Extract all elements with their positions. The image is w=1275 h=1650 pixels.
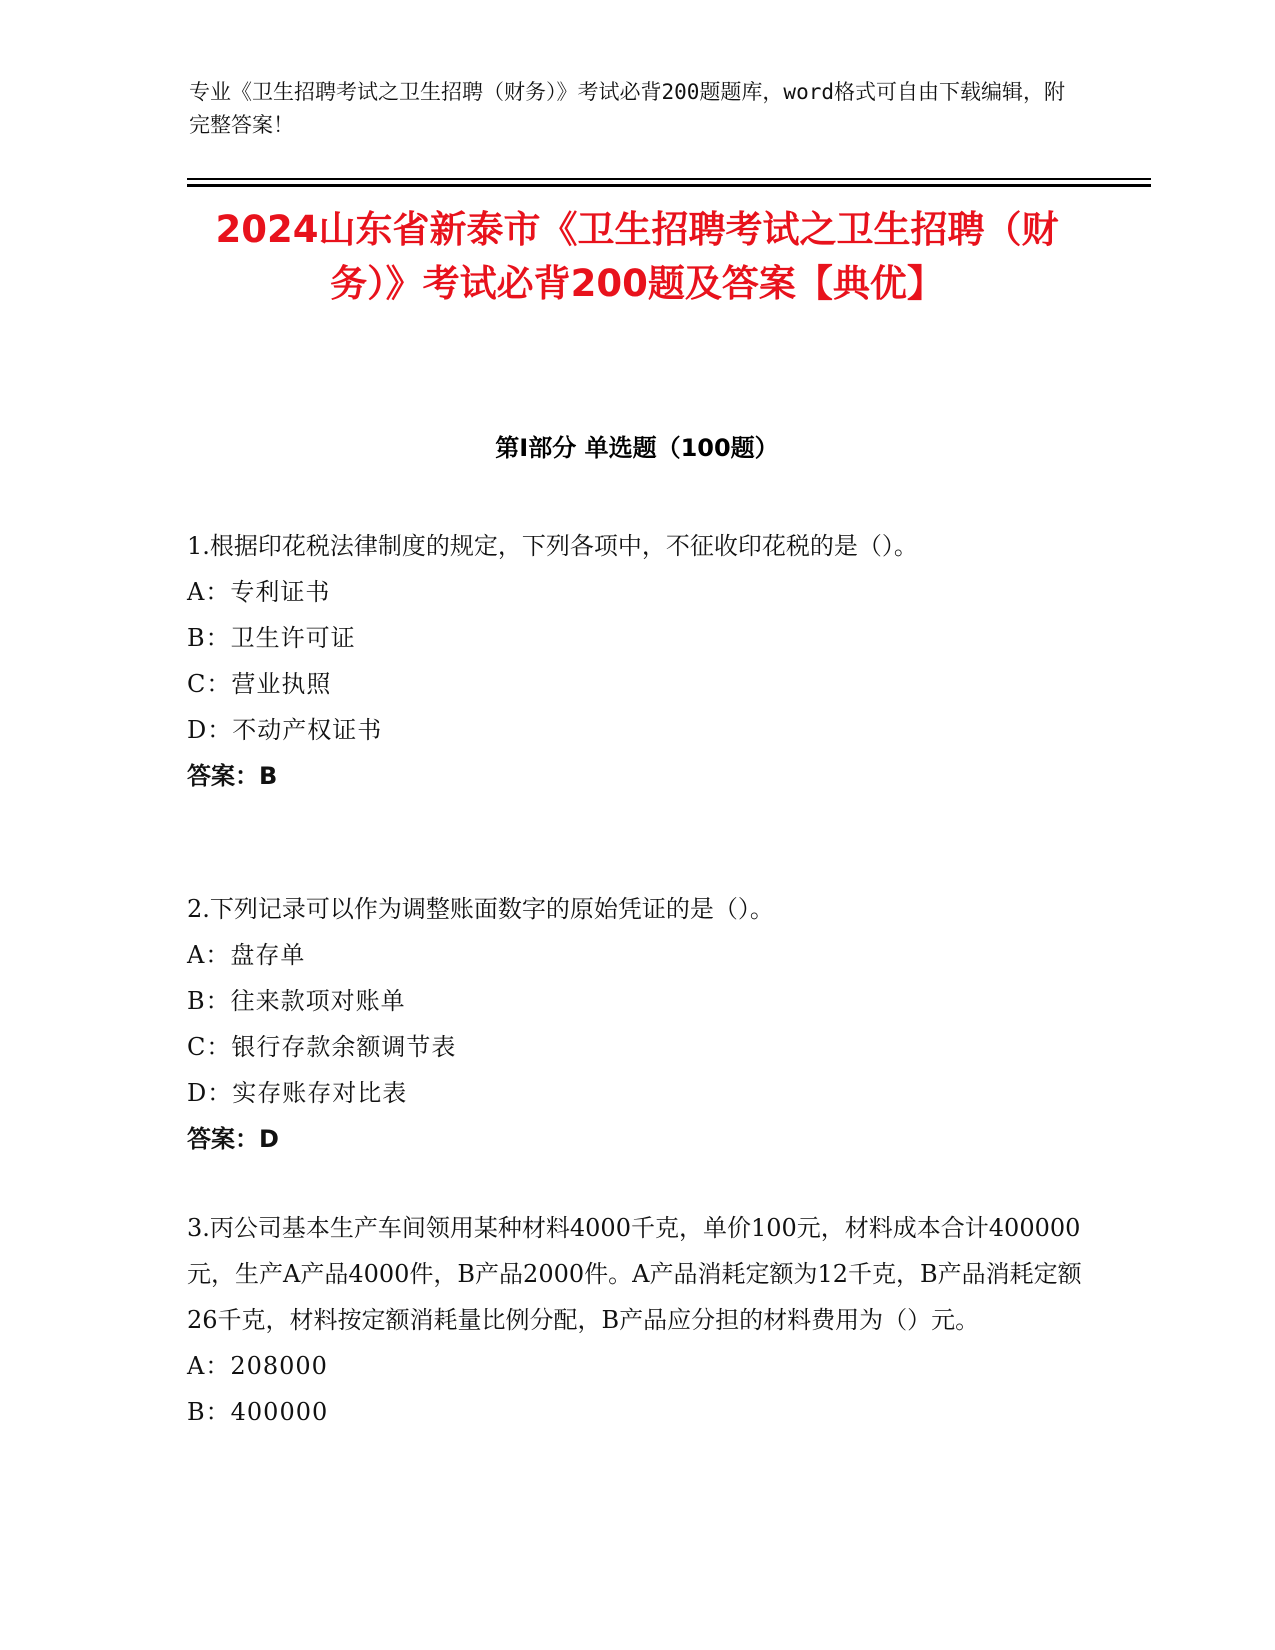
question-1	[187, 523, 1087, 799]
header-note: 专业《卫生招聘考试之卫生招聘（财务）》考试必背200题题库，word格式可自由下载编辑，附完整答案！	[189, 80, 1065, 137]
option-b: B：400000	[187, 1398, 329, 1426]
question-3	[187, 1205, 1087, 1435]
option-d: D：实存账存对比表	[187, 1079, 408, 1107]
answer: 答案：D	[187, 1125, 279, 1153]
section-heading: 第I部分 单选题（100题）	[495, 434, 779, 462]
option-b: B：往来款项对账单	[187, 987, 406, 1015]
question-text: 1.根据印花税法律制度的规定，下列各项中，不征收印花税的是（）。	[187, 532, 918, 560]
option-a: A：专利证书	[187, 578, 331, 606]
option-a: A：208000	[187, 1352, 328, 1380]
question-2	[187, 886, 1087, 1162]
question-text: 2.下列记录可以作为调整账面数字的原始凭证的是（）。	[187, 895, 774, 923]
answer: 答案：B	[187, 762, 278, 790]
option-b: B：卫生许可证	[187, 624, 356, 652]
option-a: A：盘存单	[187, 941, 306, 969]
question-text: 3.丙公司基本生产车间领用某种材料4000千克，单价100元，材料成本合计400000元，生产A产品4000件，B产品2000件。A产品消耗定额为12千克，B产品消耗定额26千克，材料按定额消耗量比例分配，B产品应分担的材料费用为（）元。	[187, 1214, 1082, 1334]
document-title: 2024山东省新泰市《卫生招聘考试之卫生招聘（财务）》考试必背200题及答案【典优】	[215, 208, 1059, 305]
header-divider	[187, 178, 1151, 180]
option-c: C：银行存款余额调节表	[187, 1033, 457, 1061]
option-d: D：不动产权证书	[187, 716, 383, 744]
header-divider-thick	[187, 184, 1151, 187]
option-c: C：营业执照	[187, 670, 332, 698]
